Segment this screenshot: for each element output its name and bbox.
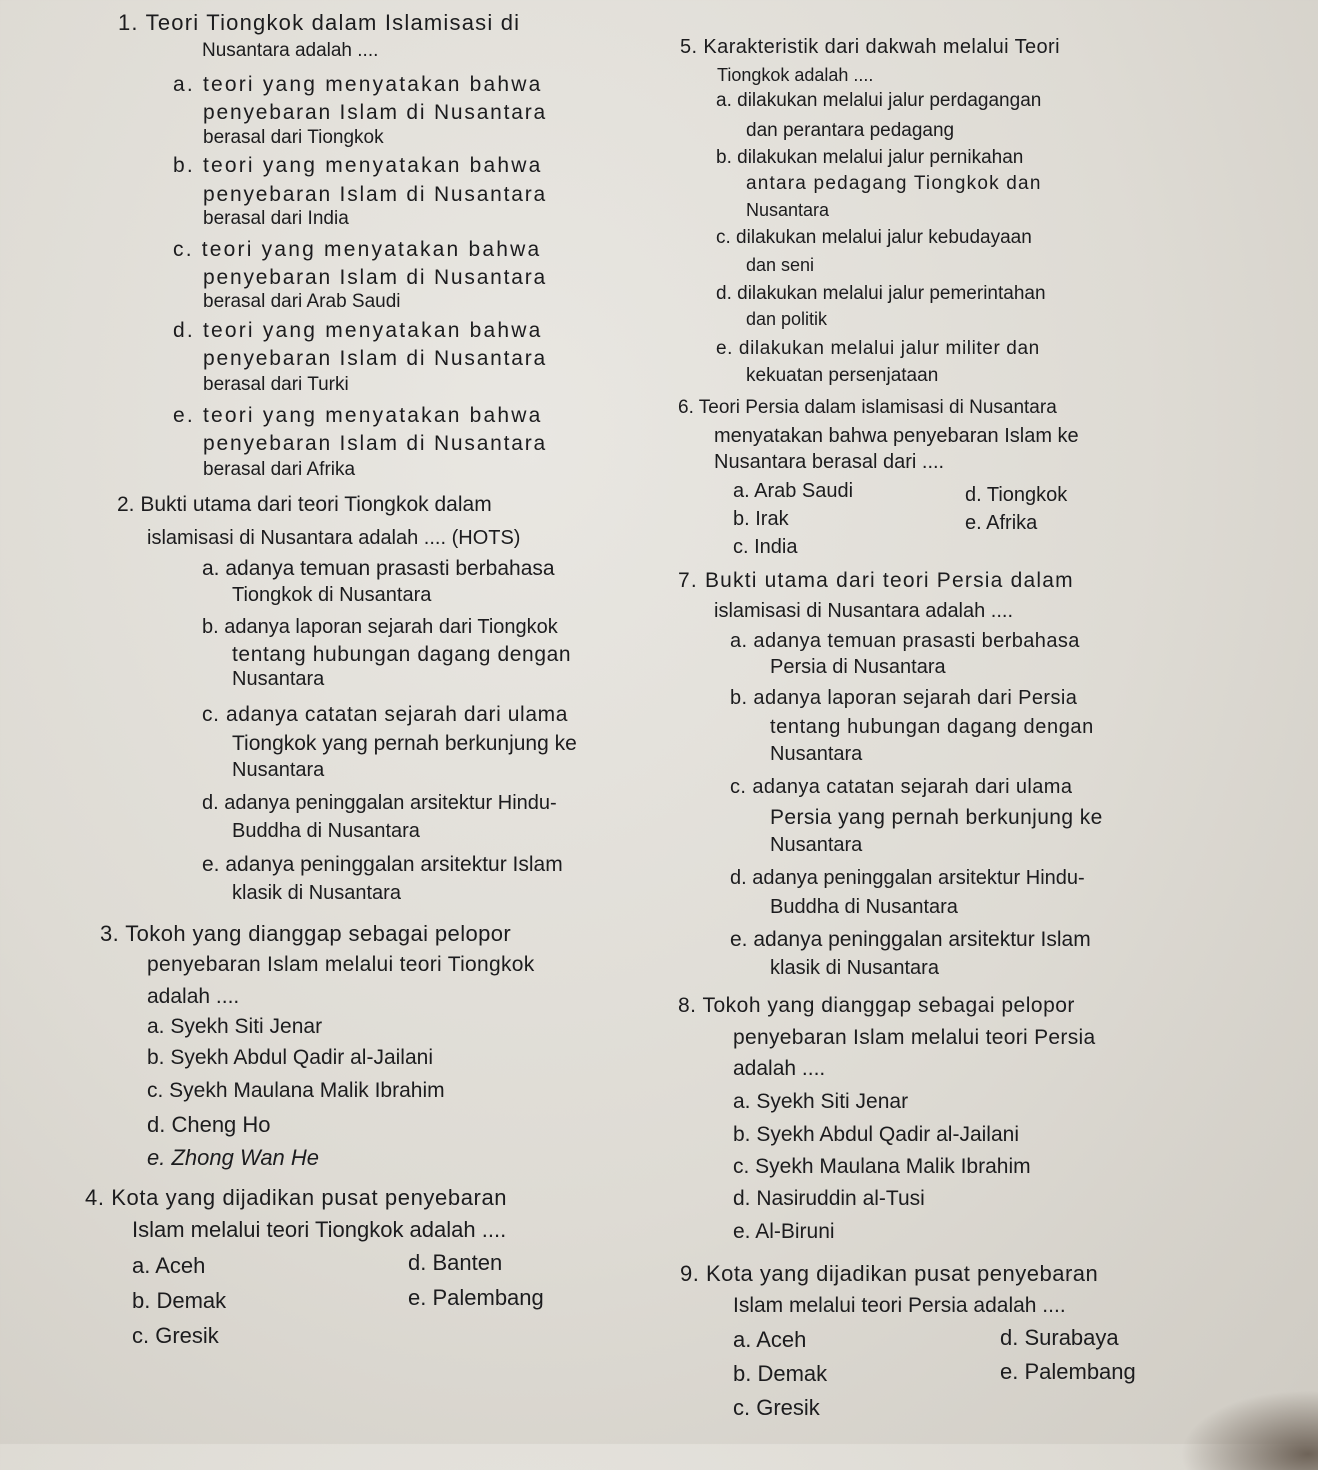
text-line-q4-b: Islam melalui teori Tiongkok adalah ....	[132, 1217, 507, 1242]
text-line-q2-o-e2: klasik di Nusantara	[232, 882, 401, 904]
text-line-q9-o-a: a. Aceh	[733, 1327, 807, 1352]
text-line-q9-a: 9. Kota yang dijadikan pusat penyebaran	[680, 1261, 1099, 1286]
text-line-q1-o-d3: berasal dari Turki	[203, 374, 349, 395]
text-line-q9-o-b: b. Demak	[733, 1361, 828, 1386]
text-line-q5-o-e1: e. dilakukan melalui jalur militer dan	[716, 338, 1040, 359]
text-line-q8-a: 8. Tokoh yang dianggap sebagai pelopor	[678, 994, 1075, 1017]
text-line-q2-o-e1: e. adanya peninggalan arsitektur Islam	[202, 853, 563, 876]
text-line-q2-o-c1: c. adanya catatan sejarah dari ulama	[202, 703, 568, 726]
text-line-q6-o-a: a. Arab Saudi	[733, 480, 854, 502]
text-line-q7-b: islamisasi di Nusantara adalah ....	[714, 600, 1014, 622]
text-line-q9-o-c: c. Gresik	[733, 1395, 820, 1420]
text-line-q1-b: Nusantara adalah ....	[202, 40, 379, 61]
text-line-q7-o-c3: Nusantara	[770, 834, 863, 856]
text-line-q2-o-d1: d. adanya peninggalan arsitektur Hindu-	[202, 792, 557, 814]
text-line-q7-o-c2: Persia yang pernah berkunjung ke	[770, 806, 1103, 829]
text-line-q3-o-c: c. Syekh Maulana Malik Ibrahim	[147, 1079, 445, 1102]
text-line-q7-o-b2: tentang hubungan dagang dengan	[770, 716, 1094, 738]
text-line-q1-o-d2: penyebaran Islam di Nusantara	[203, 347, 548, 370]
text-line-q5-o-d1: d. dilakukan melalui jalur pemerintahan	[716, 283, 1046, 304]
text-line-q9-b: Islam melalui teori Persia adalah ....	[733, 1294, 1066, 1317]
text-line-q8-b: penyebaran Islam melalui teori Persia	[733, 1026, 1096, 1049]
text-line-q5-a: 5. Karakteristik dari dakwah melalui Teori	[680, 36, 1060, 58]
text-line-q1-o-e1: e. teori yang menyatakan bahwa	[173, 404, 543, 427]
text-line-q1-o-b2: penyebaran Islam di Nusantara	[203, 183, 548, 206]
text-line-q2-o-b3: Nusantara	[232, 668, 325, 690]
text-line-q1-o-c3: berasal dari Arab Saudi	[203, 291, 401, 312]
text-line-q5-o-d2: dan politik	[746, 309, 828, 329]
text-line-q2-o-a2: Tiongkok di Nusantara	[232, 584, 432, 606]
text-line-q7-o-a1: a. adanya temuan prasasti berbahasa	[730, 630, 1080, 652]
text-line-q2-o-c2: Tiongkok yang pernah berkunjung ke	[232, 732, 577, 755]
text-line-q1-o-b1: b. teori yang menyatakan bahwa	[173, 154, 543, 177]
text-line-q5-b: Tiongkok adalah ....	[717, 65, 874, 85]
text-line-q7-o-b3: Nusantara	[770, 743, 863, 765]
text-line-q8-o-d: d. Nasiruddin al-Tusi	[733, 1187, 925, 1210]
text-line-q6-o-e: e. Afrika	[965, 512, 1038, 534]
text-line-q7-o-d1: d. adanya peninggalan arsitektur Hindu-	[730, 867, 1085, 889]
text-line-q3-o-b: b. Syekh Abdul Qadir al-Jailani	[147, 1046, 433, 1069]
text-line-q7-o-b1: b. adanya laporan sejarah dari Persia	[730, 687, 1078, 709]
text-line-q4-o-c: c. Gresik	[132, 1323, 219, 1348]
text-line-q5-o-e2: kekuatan persenjataan	[746, 365, 939, 386]
text-line-q4-o-b: b. Demak	[132, 1288, 227, 1313]
text-line-q1-o-c2: penyebaran Islam di Nusantara	[203, 266, 548, 289]
text-line-q1-o-a1: a. teori yang menyatakan bahwa	[173, 73, 543, 96]
text-line-q5-o-c2: dan seni	[746, 255, 815, 275]
text-line-q5-o-a2: dan perantara pedagang	[746, 120, 955, 141]
text-line-q4-a: 4. Kota yang dijadikan pusat penyebaran	[85, 1185, 508, 1210]
photo-shadow	[1180, 1390, 1318, 1470]
text-line-q1-o-d1: d. teori yang menyatakan bahwa	[173, 319, 543, 342]
text-line-q6-b: menyatakan bahwa penyebaran Islam ke	[714, 425, 1079, 447]
text-line-q2-o-b2: tentang hubungan dagang dengan	[232, 643, 572, 666]
text-line-q1-o-c1: c. teori yang menyatakan bahwa	[173, 238, 542, 261]
text-line-q2-b: islamisasi di Nusantara adalah .... (HOTS)	[147, 527, 521, 549]
text-line-q1-o-a2: penyebaran Islam di Nusantara	[203, 101, 548, 124]
text-line-q7-o-d2: Buddha di Nusantara	[770, 896, 958, 918]
text-line-q1-o-b3: berasal dari India	[203, 208, 349, 229]
text-line-q2-o-d2: Buddha di Nusantara	[232, 820, 420, 842]
text-line-q6-c: Nusantara berasal dari ....	[714, 451, 945, 473]
text-line-q2-o-c3: Nusantara	[232, 759, 325, 781]
text-line-q3-c: adalah ....	[147, 985, 240, 1008]
text-line-q1-a: 1. Teori Tiongkok dalam Islamisasi di	[118, 10, 521, 35]
text-line-q4-o-d: d. Banten	[408, 1250, 503, 1275]
text-line-q6-a: 6. Teori Persia dalam islamisasi di Nusantara	[678, 397, 1057, 418]
text-line-q3-b: penyebaran Islam melalui teori Tiongkok	[147, 953, 535, 976]
text-line-q6-o-b: b. Irak	[733, 508, 789, 530]
text-line-q5-o-b3: Nusantara	[746, 200, 830, 220]
text-line-q4-o-a: a. Aceh	[132, 1253, 206, 1278]
text-line-q7-o-e2: klasik di Nusantara	[770, 957, 939, 979]
text-line-q3-a: 3. Tokoh yang dianggap sebagai pelopor	[100, 921, 512, 946]
text-line-q3-o-d: d. Cheng Ho	[147, 1112, 271, 1137]
text-line-q6-o-d: d. Tiongkok	[965, 484, 1068, 506]
text-line-q8-c: adalah ....	[733, 1057, 826, 1080]
text-line-q4-o-e: e. Palembang	[408, 1285, 544, 1310]
text-line-q7-o-e1: e. adanya peninggalan arsitektur Islam	[730, 928, 1091, 951]
text-line-q2-a: 2. Bukti utama dari teori Tiongkok dalam	[117, 493, 492, 516]
text-line-q5-o-a1: a. dilakukan melalui jalur perdagangan	[716, 90, 1042, 111]
text-line-q9-o-d: d. Surabaya	[1000, 1325, 1119, 1350]
text-line-q8-o-c: c. Syekh Maulana Malik Ibrahim	[733, 1155, 1031, 1178]
text-line-q2-o-b1: b. adanya laporan sejarah dari Tiongkok	[202, 616, 558, 638]
text-line-q5-o-b1: b. dilakukan melalui jalur pernikahan	[716, 147, 1024, 168]
text-line-q8-o-e: e. Al-Biruni	[733, 1220, 835, 1243]
text-line-q6-o-c: c. India	[733, 536, 798, 558]
text-line-q8-o-a: a. Syekh Siti Jenar	[733, 1090, 909, 1113]
text-line-q7-a: 7. Bukti utama dari teori Persia dalam	[678, 569, 1074, 592]
text-line-q1-o-e3: berasal dari Afrika	[203, 459, 356, 480]
text-line-q5-o-b2: antara pedagang Tiongkok dan	[746, 173, 1042, 194]
text-line-q8-o-b: b. Syekh Abdul Qadir al-Jailani	[733, 1123, 1019, 1146]
text-line-q1-o-a3: berasal dari Tiongkok	[203, 127, 384, 148]
text-line-q2-o-a1: a. adanya temuan prasasti berbahasa	[202, 557, 555, 580]
text-line-q1-o-e2: penyebaran Islam di Nusantara	[203, 432, 548, 455]
text-line-q3-o-a: a. Syekh Siti Jenar	[147, 1015, 323, 1038]
text-line-q7-o-c1: c. adanya catatan sejarah dari ulama	[730, 776, 1073, 798]
text-line-q9-o-e: e. Palembang	[1000, 1359, 1136, 1384]
text-line-q7-o-a2: Persia di Nusantara	[770, 656, 946, 678]
text-line-q3-o-e: e. Zhong Wan He	[147, 1145, 320, 1170]
text-line-q5-o-c1: c. dilakukan melalui jalur kebudayaan	[716, 227, 1032, 248]
